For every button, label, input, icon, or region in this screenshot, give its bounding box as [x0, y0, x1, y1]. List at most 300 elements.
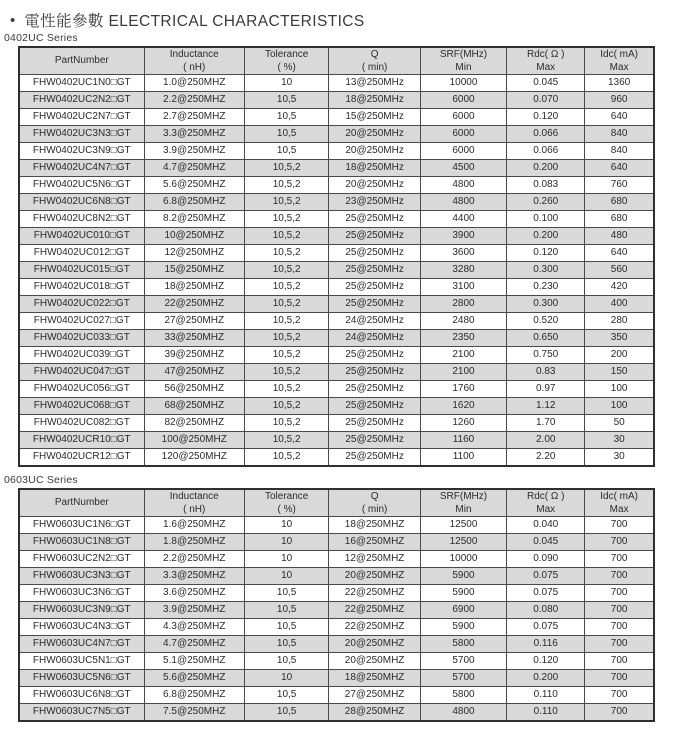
- table-cell: 8.2@250MHZ: [144, 211, 244, 228]
- table-cell: 0.200: [507, 670, 585, 687]
- table-cell: 0.83: [507, 364, 585, 381]
- table-row: [19, 670, 654, 687]
- table-cell: 10,5,2: [244, 194, 328, 211]
- table-cell: 2.7@250MHZ: [144, 109, 244, 126]
- table-row: [19, 398, 654, 415]
- table-cell: 25@250MHz: [329, 364, 420, 381]
- table-row: [19, 449, 654, 467]
- table-cell: 6900: [420, 602, 506, 619]
- table-cell: 0.075: [507, 585, 585, 602]
- table-cell: 50: [585, 415, 654, 432]
- table-cell: 0.100: [507, 211, 585, 228]
- table-cell: 480: [585, 228, 654, 245]
- table-cell: 12@250MHZ: [144, 245, 244, 262]
- table-cell: 56@250MHZ: [144, 381, 244, 398]
- table-cell: 700: [585, 670, 654, 687]
- table-cell: 6000: [420, 143, 506, 160]
- table-cell: 30: [585, 449, 654, 467]
- table-row: [19, 704, 654, 722]
- table-cell: 100@250MHZ: [144, 432, 244, 449]
- table-cell: 0.083: [507, 177, 585, 194]
- table-cell: 3.6@250MHZ: [144, 585, 244, 602]
- table-cell: 3.3@250MHZ: [144, 126, 244, 143]
- table-cell: 2.00: [507, 432, 585, 449]
- table-cell: 0.040: [507, 517, 585, 534]
- table-cell: FHW0603UC1N6□GT: [19, 517, 144, 534]
- table-cell: FHW0402UC033□GT: [19, 330, 144, 347]
- table-cell: 10,5: [244, 687, 328, 704]
- table-cell: 10,5,2: [244, 381, 328, 398]
- table-row: [19, 636, 654, 653]
- column-header: Q ( min): [329, 489, 420, 517]
- table-cell: 640: [585, 109, 654, 126]
- table-cell: 5800: [420, 687, 506, 704]
- table-cell: 0.075: [507, 568, 585, 585]
- table-cell: 20@250MHz: [329, 143, 420, 160]
- table-cell: 0.120: [507, 109, 585, 126]
- table-cell: 20@250MHz: [329, 126, 420, 143]
- table-row: [19, 347, 654, 364]
- table-row: [19, 75, 654, 92]
- table-cell: 18@250MHZ: [329, 517, 420, 534]
- table-cell: FHW0402UC056□GT: [19, 381, 144, 398]
- table-cell: FHW0603UC7N5□GT: [19, 704, 144, 722]
- table-cell: 700: [585, 619, 654, 636]
- table-cell: 100: [585, 398, 654, 415]
- table-cell: 150: [585, 364, 654, 381]
- table-cell: 6000: [420, 109, 506, 126]
- table-cell: 33@250MHZ: [144, 330, 244, 347]
- table-cell: 10,5,2: [244, 279, 328, 296]
- table-cell: 0.300: [507, 296, 585, 313]
- table-cell: 3.3@250MHZ: [144, 568, 244, 585]
- table-cell: FHW0402UC027□GT: [19, 313, 144, 330]
- table-cell: 10,5,2: [244, 449, 328, 467]
- table-row: [19, 211, 654, 228]
- table-cell: FHW0402UC3N3□GT: [19, 126, 144, 143]
- table-cell: 2100: [420, 364, 506, 381]
- table-cell: 4800: [420, 177, 506, 194]
- table-cell: 280: [585, 313, 654, 330]
- table-cell: 10,5: [244, 143, 328, 160]
- table-cell: 5.6@250MHZ: [144, 670, 244, 687]
- table-row: [19, 143, 654, 160]
- table-cell: 640: [585, 245, 654, 262]
- table-cell: 5700: [420, 670, 506, 687]
- table-cell: 680: [585, 211, 654, 228]
- table-cell: 10,5,2: [244, 228, 328, 245]
- table-cell: 1.0@250MHZ: [144, 75, 244, 92]
- table-cell: 25@250MHz: [329, 415, 420, 432]
- table-cell: 39@250MHZ: [144, 347, 244, 364]
- table-cell: FHW0402UC5N6□GT: [19, 177, 144, 194]
- table-cell: 3.9@250MHZ: [144, 143, 244, 160]
- table-cell: 20@250MHZ: [329, 568, 420, 585]
- table-cell: 12500: [420, 517, 506, 534]
- table-row: [19, 228, 654, 245]
- table-cell: FHW0402UC015□GT: [19, 262, 144, 279]
- table-cell: 3900: [420, 228, 506, 245]
- table-cell: 5900: [420, 585, 506, 602]
- table-cell: 0.045: [507, 75, 585, 92]
- table-cell: 25@250MHz: [329, 432, 420, 449]
- table-cell: 0.200: [507, 160, 585, 177]
- table-cell: FHW0402UC1N0□GT: [19, 75, 144, 92]
- table-cell: FHW0603UC3N9□GT: [19, 602, 144, 619]
- table-cell: 10,5,2: [244, 364, 328, 381]
- table-cell: FHW0603UC3N6□GT: [19, 585, 144, 602]
- table-cell: FHW0402UC068□GT: [19, 398, 144, 415]
- table-row: [19, 551, 654, 568]
- table-cell: FHW0402UC2N2□GT: [19, 92, 144, 109]
- table-cell: 20@250MHZ: [329, 653, 420, 670]
- table-row: [19, 126, 654, 143]
- table-cell: 2480: [420, 313, 506, 330]
- table-cell: FHW0402UC047□GT: [19, 364, 144, 381]
- table-cell: 0.080: [507, 602, 585, 619]
- table-cell: 22@250MHZ: [329, 585, 420, 602]
- table-cell: 20@250MHZ: [329, 636, 420, 653]
- table-cell: 1760: [420, 381, 506, 398]
- bullet-icon: •: [10, 11, 16, 29]
- table-cell: 3100: [420, 279, 506, 296]
- column-header: Inductance ( nH): [144, 489, 244, 517]
- table-cell: 12500: [420, 534, 506, 551]
- table-cell: 0.120: [507, 653, 585, 670]
- table-cell: 700: [585, 602, 654, 619]
- table-cell: 10,5,2: [244, 296, 328, 313]
- table-row: [19, 296, 654, 313]
- table-cell: 10,5,2: [244, 432, 328, 449]
- series-label-0402uc: 0402UC Series: [4, 32, 78, 44]
- table-cell: 10,5: [244, 126, 328, 143]
- table-cell: 10,5,2: [244, 347, 328, 364]
- table-cell: 10,5,2: [244, 398, 328, 415]
- table-cell: 350: [585, 330, 654, 347]
- column-header: Rdc( Ω ) Max: [507, 489, 585, 517]
- table-cell: 27@250MHZ: [144, 313, 244, 330]
- header-row: [19, 47, 654, 75]
- table-cell: 0.120: [507, 245, 585, 262]
- table-cell: FHW0603UC4N7□GT: [19, 636, 144, 653]
- table-cell: 0.520: [507, 313, 585, 330]
- table-cell: FHW0603UC6N8□GT: [19, 687, 144, 704]
- table-cell: 4.3@250MHZ: [144, 619, 244, 636]
- table-cell: 30: [585, 432, 654, 449]
- table-row: [19, 262, 654, 279]
- table-cell: 680: [585, 194, 654, 211]
- table-cell: 2.2@250MHZ: [144, 551, 244, 568]
- table-cell: 10,5,2: [244, 415, 328, 432]
- column-header: Tolerance ( %): [244, 47, 328, 75]
- table-cell: 10,5: [244, 704, 328, 722]
- table-cell: 0.110: [507, 704, 585, 722]
- table-cell: 12@250MHZ: [329, 551, 420, 568]
- table-cell: 560: [585, 262, 654, 279]
- table-row: [19, 415, 654, 432]
- table-cell: FHW0402UC012□GT: [19, 245, 144, 262]
- table-cell: 0.300: [507, 262, 585, 279]
- table-cell: 10,5: [244, 636, 328, 653]
- table-cell: 13@250MHz: [329, 75, 420, 92]
- table-cell: 0.090: [507, 551, 585, 568]
- table-row: [19, 279, 654, 296]
- table-row: [19, 602, 654, 619]
- table-cell: 700: [585, 585, 654, 602]
- table-row: [19, 517, 654, 534]
- table-cell: 15@250MHz: [329, 109, 420, 126]
- table-row: [19, 160, 654, 177]
- table-cell: FHW0402UCR12□GT: [19, 449, 144, 467]
- table-cell: FHW0402UCR10□GT: [19, 432, 144, 449]
- table-cell: FHW0603UC3N3□GT: [19, 568, 144, 585]
- table-cell: 10,5,2: [244, 245, 328, 262]
- table-cell: 0.070: [507, 92, 585, 109]
- table-cell: 82@250MHZ: [144, 415, 244, 432]
- table-cell: FHW0603UC5N6□GT: [19, 670, 144, 687]
- table-cell: 1100: [420, 449, 506, 467]
- table-cell: 10,5,2: [244, 262, 328, 279]
- table-cell: 25@250MHz: [329, 347, 420, 364]
- table-cell: 2.2@250MHZ: [144, 92, 244, 109]
- table-cell: 10,5: [244, 619, 328, 636]
- table-cell: 960: [585, 92, 654, 109]
- table-row: [19, 92, 654, 109]
- table-cell: 7.5@250MHZ: [144, 704, 244, 722]
- table-cell: 6.8@250MHZ: [144, 687, 244, 704]
- table-row: [19, 364, 654, 381]
- table-cell: 10: [244, 534, 328, 551]
- table-cell: 10: [244, 551, 328, 568]
- table-cell: 10: [244, 517, 328, 534]
- table-cell: 10: [244, 568, 328, 585]
- table-cell: 10,5: [244, 602, 328, 619]
- table-row: [19, 245, 654, 262]
- table-cell: 25@250MHz: [329, 279, 420, 296]
- table-cell: 700: [585, 534, 654, 551]
- table-cell: FHW0402UC3N9□GT: [19, 143, 144, 160]
- table-cell: 16@250MHZ: [329, 534, 420, 551]
- table-cell: FHW0402UC4N7□GT: [19, 160, 144, 177]
- table-cell: 5800: [420, 636, 506, 653]
- table-cell: 5.6@250MHZ: [144, 177, 244, 194]
- table-row: [19, 432, 654, 449]
- table-cell: 10,5: [244, 109, 328, 126]
- table-cell: 25@250MHz: [329, 449, 420, 467]
- table-cell: 700: [585, 568, 654, 585]
- table-cell: 700: [585, 517, 654, 534]
- table-cell: 2100: [420, 347, 506, 364]
- table-cell: FHW0402UC022□GT: [19, 296, 144, 313]
- section-title-row: [10, 9, 673, 31]
- electrical-characteristics-table-0402uc: [18, 46, 655, 467]
- table-cell: 10,5: [244, 92, 328, 109]
- table-cell: 4800: [420, 194, 506, 211]
- table-cell: 15@250MHZ: [144, 262, 244, 279]
- table-cell: 2800: [420, 296, 506, 313]
- table-cell: FHW0603UC2N2□GT: [19, 551, 144, 568]
- column-header: Tolerance ( %): [244, 489, 328, 517]
- table-cell: 10,5,2: [244, 177, 328, 194]
- table-cell: 5900: [420, 568, 506, 585]
- table-row: [19, 381, 654, 398]
- table-cell: 0.260: [507, 194, 585, 211]
- series-label-0603uc: 0603UC Series: [4, 474, 78, 486]
- table-cell: 700: [585, 653, 654, 670]
- column-header: Idc( mA) Max: [585, 489, 654, 517]
- table-cell: 3600: [420, 245, 506, 262]
- table-cell: 840: [585, 126, 654, 143]
- table-cell: 4.7@250MHZ: [144, 636, 244, 653]
- table-cell: FHW0402UC039□GT: [19, 347, 144, 364]
- column-header: Inductance ( nH): [144, 47, 244, 75]
- table-cell: 25@250MHz: [329, 262, 420, 279]
- table-cell: FHW0603UC5N1□GT: [19, 653, 144, 670]
- table-cell: 10,5,2: [244, 211, 328, 228]
- table-cell: FHW0402UC082□GT: [19, 415, 144, 432]
- table-cell: 10000: [420, 551, 506, 568]
- table-cell: FHW0402UC2N7□GT: [19, 109, 144, 126]
- header-row: [19, 489, 654, 517]
- table-cell: 18@250MHz: [329, 160, 420, 177]
- table-cell: 3280: [420, 262, 506, 279]
- table-cell: FHW0603UC4N3□GT: [19, 619, 144, 636]
- table-cell: 22@250MHZ: [144, 296, 244, 313]
- table-cell: 4400: [420, 211, 506, 228]
- table-cell: 10: [244, 75, 328, 92]
- table-cell: 25@250MHz: [329, 245, 420, 262]
- table-cell: 1.12: [507, 398, 585, 415]
- table-row: [19, 330, 654, 347]
- table-cell: 420: [585, 279, 654, 296]
- table-cell: 0.200: [507, 228, 585, 245]
- table-cell: 10,5,2: [244, 313, 328, 330]
- column-header: PartNumber: [19, 47, 144, 75]
- table-cell: 760: [585, 177, 654, 194]
- table-cell: 25@250MHz: [329, 296, 420, 313]
- table-cell: 25@250MHz: [329, 211, 420, 228]
- table-cell: 27@250MHZ: [329, 687, 420, 704]
- table-cell: 120@250MHZ: [144, 449, 244, 467]
- table-row: [19, 177, 654, 194]
- table-cell: FHW0402UC010□GT: [19, 228, 144, 245]
- table-cell: 0.066: [507, 143, 585, 160]
- table-cell: 5700: [420, 653, 506, 670]
- table-cell: 840: [585, 143, 654, 160]
- table-row: [19, 619, 654, 636]
- electrical-characteristics-table-0603uc: [18, 488, 655, 722]
- column-header: SRF(MHz) Min: [420, 47, 506, 75]
- table-cell: 24@250MHz: [329, 313, 420, 330]
- table-cell: 0.116: [507, 636, 585, 653]
- table-cell: 1.70: [507, 415, 585, 432]
- table-cell: FHW0603UC1N8□GT: [19, 534, 144, 551]
- table-cell: 18@250MHZ: [329, 670, 420, 687]
- column-header: Rdc( Ω ) Max: [507, 47, 585, 75]
- table-cell: 10000: [420, 75, 506, 92]
- table-cell: FHW0402UC6N8□GT: [19, 194, 144, 211]
- table-cell: 10: [244, 670, 328, 687]
- page-title: 電性能參數 ELECTRICAL CHARACTERISTICS: [24, 13, 365, 30]
- table-cell: 10,5: [244, 585, 328, 602]
- table-cell: 5.1@250MHZ: [144, 653, 244, 670]
- table-row: [19, 568, 654, 585]
- table-cell: 10,5,2: [244, 160, 328, 177]
- column-header: PartNumber: [19, 489, 144, 517]
- table-cell: 100: [585, 381, 654, 398]
- table-row: [19, 194, 654, 211]
- table-cell: 200: [585, 347, 654, 364]
- table-cell: 4800: [420, 704, 506, 722]
- table-cell: 20@250MHz: [329, 177, 420, 194]
- table-cell: 4.7@250MHZ: [144, 160, 244, 177]
- table-cell: 2350: [420, 330, 506, 347]
- datasheet-page: [0, 9, 673, 730]
- table-cell: 0.750: [507, 347, 585, 364]
- table-row: [19, 534, 654, 551]
- table-cell: 1.8@250MHZ: [144, 534, 244, 551]
- table-cell: 1.6@250MHZ: [144, 517, 244, 534]
- table-cell: 22@250MHZ: [329, 619, 420, 636]
- table-cell: 28@250MHZ: [329, 704, 420, 722]
- table-row: [19, 687, 654, 704]
- table-cell: 1620: [420, 398, 506, 415]
- table-cell: 640: [585, 160, 654, 177]
- table-cell: 10@250MHZ: [144, 228, 244, 245]
- table-row: [19, 653, 654, 670]
- table-cell: 0.110: [507, 687, 585, 704]
- table-cell: 4500: [420, 160, 506, 177]
- table-cell: 47@250MHZ: [144, 364, 244, 381]
- table-cell: 6000: [420, 92, 506, 109]
- table-cell: 400: [585, 296, 654, 313]
- table-cell: 25@250MHz: [329, 381, 420, 398]
- table-cell: 6.8@250MHZ: [144, 194, 244, 211]
- table-cell: 1360: [585, 75, 654, 92]
- table-row: [19, 109, 654, 126]
- table-cell: 700: [585, 551, 654, 568]
- table-cell: 24@250MHz: [329, 330, 420, 347]
- table-cell: 1160: [420, 432, 506, 449]
- table-cell: 5900: [420, 619, 506, 636]
- table-cell: 68@250MHZ: [144, 398, 244, 415]
- table-cell: 23@250MHz: [329, 194, 420, 211]
- table-cell: 0.075: [507, 619, 585, 636]
- table-cell: 700: [585, 704, 654, 722]
- table-cell: 6000: [420, 126, 506, 143]
- table-cell: FHW0402UC018□GT: [19, 279, 144, 296]
- column-header: Q ( min): [329, 47, 420, 75]
- table-row: [19, 585, 654, 602]
- table-cell: 0.045: [507, 534, 585, 551]
- table-cell: 0.230: [507, 279, 585, 296]
- table-cell: 3.9@250MHZ: [144, 602, 244, 619]
- table-cell: 10,5,2: [244, 330, 328, 347]
- table-cell: 0.97: [507, 381, 585, 398]
- table-cell: 700: [585, 636, 654, 653]
- table-cell: 18@250MHz: [329, 92, 420, 109]
- table-cell: FHW0402UC8N2□GT: [19, 211, 144, 228]
- table-cell: 2.20: [507, 449, 585, 467]
- table-cell: 1260: [420, 415, 506, 432]
- table-cell: 10,5: [244, 653, 328, 670]
- table-cell: 18@250MHZ: [144, 279, 244, 296]
- table-cell: 700: [585, 687, 654, 704]
- table-cell: 25@250MHz: [329, 398, 420, 415]
- table-cell: 22@250MHZ: [329, 602, 420, 619]
- table-cell: 25@250MHz: [329, 228, 420, 245]
- table-cell: 0.650: [507, 330, 585, 347]
